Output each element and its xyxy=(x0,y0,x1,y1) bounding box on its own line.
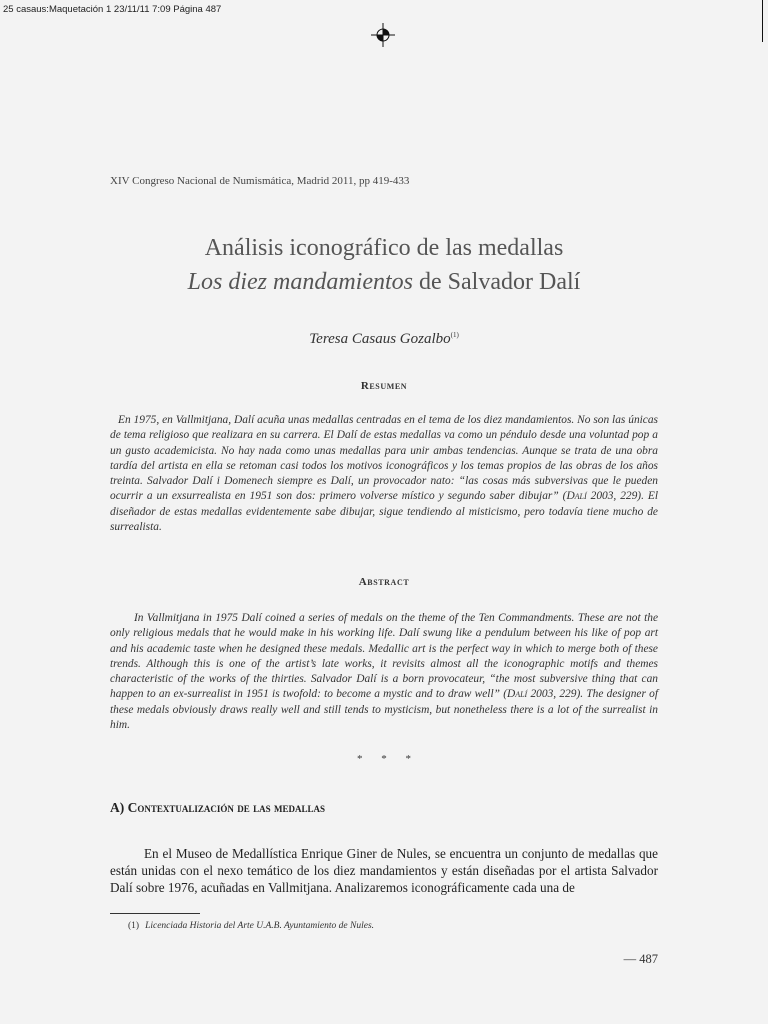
footnote-text: Licenciada Historia del Arte U.A.B. Ayuntamiento de Nules. xyxy=(145,921,375,931)
resumen-citation: Dalí xyxy=(566,490,587,503)
author-note-mark: (1) xyxy=(450,331,459,339)
abstract-heading: Abstract xyxy=(358,576,410,588)
resumen-text-a: En 1975, en Vallmitjana, Dalí acuña unas medallas centradas en el tema de los diez mandamientos. No son las únicas de tema religioso que realizara en su carrera. El Dalí de estas medallas va como un péndulo desde una voluntad pop a un gusto academicista. No hay nada como unas medallas para unir ambas tendencias. Aunque se trata de una obra tardía del artista en ella se retoman casi todos los motivos iconográficos y los temas propios de las obras de los años treinta. Salvador Dalí i Domenech siempre es Dalí, un provocador nato: “las cosas más subversivas que le pueden ocurrir a un exsurrealista en 1951 son dos: primero volverse místico y segundo saber dibujar” ( xyxy=(110,414,658,503)
abstract-citation: Dalí xyxy=(507,688,528,701)
abstract-paragraph xyxy=(110,611,658,733)
abstract-text-a: In Vallmitjana in 1975 Dalí coined a series of medals on the theme of the Ten Commandments. These are not the only religious medals that he would make in his working life. Dalí swung like a pendulum between his like of pop art and his academic taste when he designed these medals. Medallic art is the perfect way in which to merge both of these trends. Although this is one of the artist’s late works, it revisits almost all the iconographic motifs and themes characteristic of the works of the thirties. Salvador Dalí is a born provocateur, “the most subversive thing that can happen to an ex-surrealist in 1951 is twofold: to become a mystic and to draw well” ( xyxy=(110,612,658,701)
crop-mark xyxy=(762,0,763,42)
paper-title-line-1: Análisis iconográfico de las medallas xyxy=(204,235,564,261)
registration-mark-icon xyxy=(371,23,395,47)
resumen-heading: Resumen xyxy=(360,380,408,392)
author xyxy=(0,331,768,348)
paper-title-line-2 xyxy=(0,266,768,299)
title-italic-part: Los diez mandamientos xyxy=(187,269,414,295)
body-paragraph: En el Museo de Medallística Enrique Giner de Nules, se encuentra un conjunto de medallas que están unidas con el nexo temático de los diez mandamientos y están diseñadas por el artista Salvador Dalí sobre 1976, acuñadas en Vallmitjana. Analizaremos iconográficamente cada una de xyxy=(110,846,658,895)
footnote-rule xyxy=(110,913,200,914)
resumen-paragraph xyxy=(110,413,658,535)
title-rest: de Salvador Dalí xyxy=(413,269,581,295)
resumen-text-b: 2003, 229). El diseñador de estas medallas evidentemente sabe dibujar, sigue tendiendo al misticismo, pero todavía tiene mucho de surrealista. xyxy=(110,490,659,534)
section-separator: * * * xyxy=(357,753,411,765)
footnote xyxy=(128,921,374,931)
conference-citation: XIV Congreso Nacional de Numismática, Madrid 2011, pp 419-433 xyxy=(110,175,410,187)
author-name: Teresa Casaus Gozalbo xyxy=(309,331,451,347)
abstract-text-b: 2003, 229). The designer of these medals obviously draws really well and still tends to mysticism, but nonetheless there is a lot of the surrealist in him. xyxy=(110,688,658,732)
print-slug: 25 casaus:Maquetación 1 23/11/11 7:09 Página 487 xyxy=(3,4,222,15)
section-title: A) Contextualización de las medallas xyxy=(110,800,326,815)
footnote-mark: (1) xyxy=(128,921,140,931)
page-number: — 487 xyxy=(623,952,658,966)
